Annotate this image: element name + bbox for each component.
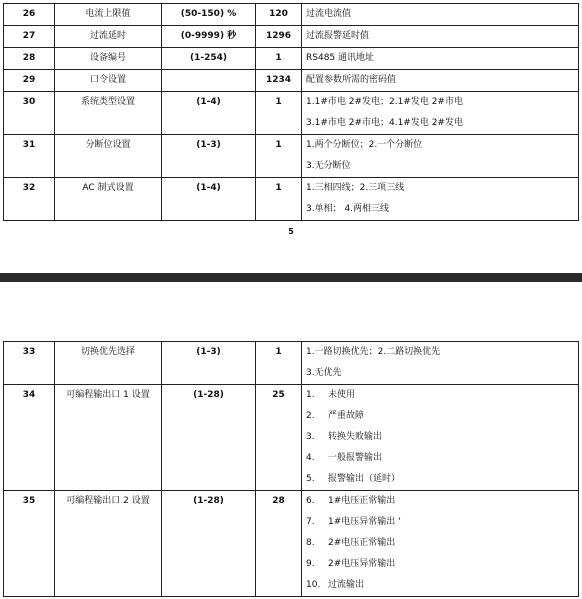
param-description: [302, 70, 579, 92]
param-description: [302, 342, 579, 385]
param-default: [256, 385, 302, 491]
param-number: [4, 385, 55, 491]
param-range: [162, 385, 256, 491]
param-default-text: 1: [275, 140, 282, 150]
param-range-text: (1-28): [193, 496, 224, 506]
param-name: [55, 135, 162, 178]
params-table-bottom-body: [4, 342, 579, 597]
param-default-text: 120: [269, 9, 288, 19]
param-description: [302, 4, 579, 26]
params-table-top: [3, 3, 579, 221]
description-item: [302, 469, 578, 490]
description-line: 3.1#市电 2#市电；4.1#发电 2#发电: [306, 118, 463, 128]
table-row: [4, 4, 579, 26]
description-item: [302, 406, 578, 427]
description-line: 3.单相； 4.两相三线: [306, 204, 390, 214]
param-name: [55, 26, 162, 48]
param-number-text: 27: [22, 31, 36, 41]
param-range-text: [162, 70, 255, 91]
param-name-text: 切换优先选择: [80, 347, 135, 357]
param-default-text: 1: [275, 347, 282, 357]
param-number: [4, 48, 55, 70]
param-name: [55, 70, 162, 92]
description-line: 过流报警延时值: [306, 31, 370, 41]
param-range: [162, 4, 256, 26]
param-default-text: 1: [275, 53, 282, 63]
param-name-text: AC 制式设置: [82, 183, 134, 193]
param-name-text: 设备编号: [89, 53, 126, 63]
description-line: 1.1#市电 2#发电；2.1#发电 2#市电: [306, 97, 463, 107]
table-row: [4, 92, 579, 135]
item-text: 2#电压正常输出: [328, 538, 396, 548]
param-name-text: 分断位设置: [85, 140, 131, 150]
param-default: [256, 92, 302, 135]
param-range: [162, 178, 256, 221]
param-description: [302, 385, 579, 491]
params-table-top-body: [4, 4, 579, 221]
table-row: [4, 135, 579, 178]
param-name: [55, 491, 162, 597]
param-name-text: 可编程输出口 1 设置: [66, 390, 150, 400]
description-item: [302, 512, 578, 533]
param-range-text: (1-3): [196, 347, 221, 357]
table-row: [4, 48, 579, 70]
param-range: [162, 491, 256, 597]
description-line: 1.两个分断位；2.一个分断位: [306, 140, 423, 150]
page-number: 5: [288, 227, 294, 236]
item-number: 8.: [306, 538, 315, 548]
item-number: 4.: [306, 453, 315, 463]
param-default-text: 1296: [265, 31, 292, 41]
param-name: [55, 48, 162, 70]
item-text: 转换失败输出: [328, 432, 383, 442]
item-number: 3.: [306, 432, 315, 442]
item-number: 1.: [306, 390, 315, 400]
table-row: [4, 70, 579, 92]
item-text: 报警输出（延时）: [328, 474, 401, 484]
param-range: [162, 342, 256, 385]
param-number: [4, 70, 55, 92]
item-text: 严重故障: [328, 411, 365, 421]
item-number: 2.: [306, 411, 315, 421]
param-default: [256, 342, 302, 385]
param-range: [162, 48, 256, 70]
item-number: 6.: [306, 496, 315, 506]
param-number-text: 34: [22, 390, 36, 400]
param-default: [256, 178, 302, 221]
param-number-text: 29: [22, 75, 36, 85]
param-default: [256, 491, 302, 597]
description-line: 3.无分断位: [306, 161, 351, 171]
param-range: [162, 70, 256, 92]
param-default: [256, 26, 302, 48]
param-default-text: 1: [275, 97, 282, 107]
param-number: [4, 178, 55, 221]
param-name: [55, 178, 162, 221]
description-item: [302, 575, 578, 596]
param-number-text: 26: [22, 9, 36, 19]
description-line: 3.无优先: [306, 368, 342, 378]
param-number-text: 31: [22, 140, 36, 150]
item-number: 7.: [306, 517, 315, 527]
param-range-text: (50-150) %: [180, 9, 237, 19]
param-name: [55, 92, 162, 135]
param-number: [4, 4, 55, 26]
param-default: [256, 4, 302, 26]
item-number: 10.: [306, 580, 321, 590]
param-number-text: 28: [22, 53, 36, 63]
param-name: [55, 4, 162, 26]
description-item: [302, 427, 578, 448]
param-number: [4, 92, 55, 135]
description-line: 1.三相四线；2.三项三线: [306, 183, 405, 193]
table-row: [4, 342, 579, 385]
page-separator: [0, 273, 582, 282]
item-text: 过流输出: [328, 580, 365, 590]
description-item: [302, 533, 578, 554]
param-description: [302, 135, 579, 178]
param-name-text: 电流上限值: [85, 9, 131, 19]
param-range-text: (1-28): [193, 390, 224, 400]
param-description: [302, 92, 579, 135]
param-name-text: 过流延时: [89, 31, 126, 41]
table-row: [4, 178, 579, 221]
table-row: [4, 491, 579, 597]
description-item: [302, 385, 578, 406]
param-range-text: (1-254): [189, 53, 227, 63]
param-range-text: (1-4): [196, 97, 221, 107]
table-row: [4, 385, 579, 491]
param-name: [55, 342, 162, 385]
param-name: [55, 385, 162, 491]
description-line: 过流电流值: [306, 9, 352, 19]
param-number: [4, 26, 55, 48]
param-name-text: 口令设置: [89, 75, 126, 85]
params-table-bottom: [3, 341, 579, 597]
item-text: 未使用: [328, 390, 356, 400]
param-default-text: 1: [275, 183, 282, 193]
description-line: 配置参数所需的密码值: [306, 75, 397, 85]
item-text: 2#电压异常输出: [328, 559, 396, 569]
param-number-text: 35: [22, 496, 36, 506]
param-default-text: 1234: [265, 75, 292, 85]
param-description: [302, 491, 579, 597]
param-number: [4, 135, 55, 178]
param-default-text: 28: [272, 496, 285, 506]
param-range: [162, 92, 256, 135]
item-text: 1#电压异常输出 ‘: [328, 517, 401, 527]
param-number-text: 30: [22, 97, 36, 107]
param-number-text: 32: [22, 183, 36, 193]
param-range-text: (1-4): [196, 183, 221, 193]
param-number-text: 33: [22, 347, 36, 357]
param-default-text: 25: [272, 390, 285, 400]
description-item: [302, 554, 578, 575]
param-range: [162, 26, 256, 48]
param-number: [4, 342, 55, 385]
description-line: RS485 通讯地址: [306, 53, 375, 63]
item-text: 1#电压正常输出: [328, 496, 396, 506]
description-item: [302, 448, 578, 469]
param-description: [302, 26, 579, 48]
param-range-text: (0-9999) 秒: [180, 31, 237, 41]
param-number: [4, 491, 55, 597]
param-default: [256, 48, 302, 70]
param-default: [256, 135, 302, 178]
param-default: [256, 70, 302, 92]
item-number: 5.: [306, 474, 315, 484]
table-row: [4, 26, 579, 48]
param-range: [162, 135, 256, 178]
param-range-text: (1-3): [196, 140, 221, 150]
param-description: [302, 178, 579, 221]
description-line: 1.一路切换优先；2.二路切换优先: [306, 347, 441, 357]
description-item: [302, 491, 578, 512]
item-text: 一般报警输出: [328, 453, 383, 463]
param-name-text: 系统类型设置: [80, 97, 135, 107]
param-name-text: 可编程输出口 2 设置: [66, 496, 150, 506]
param-description: [302, 48, 579, 70]
item-number: 9.: [306, 559, 315, 569]
